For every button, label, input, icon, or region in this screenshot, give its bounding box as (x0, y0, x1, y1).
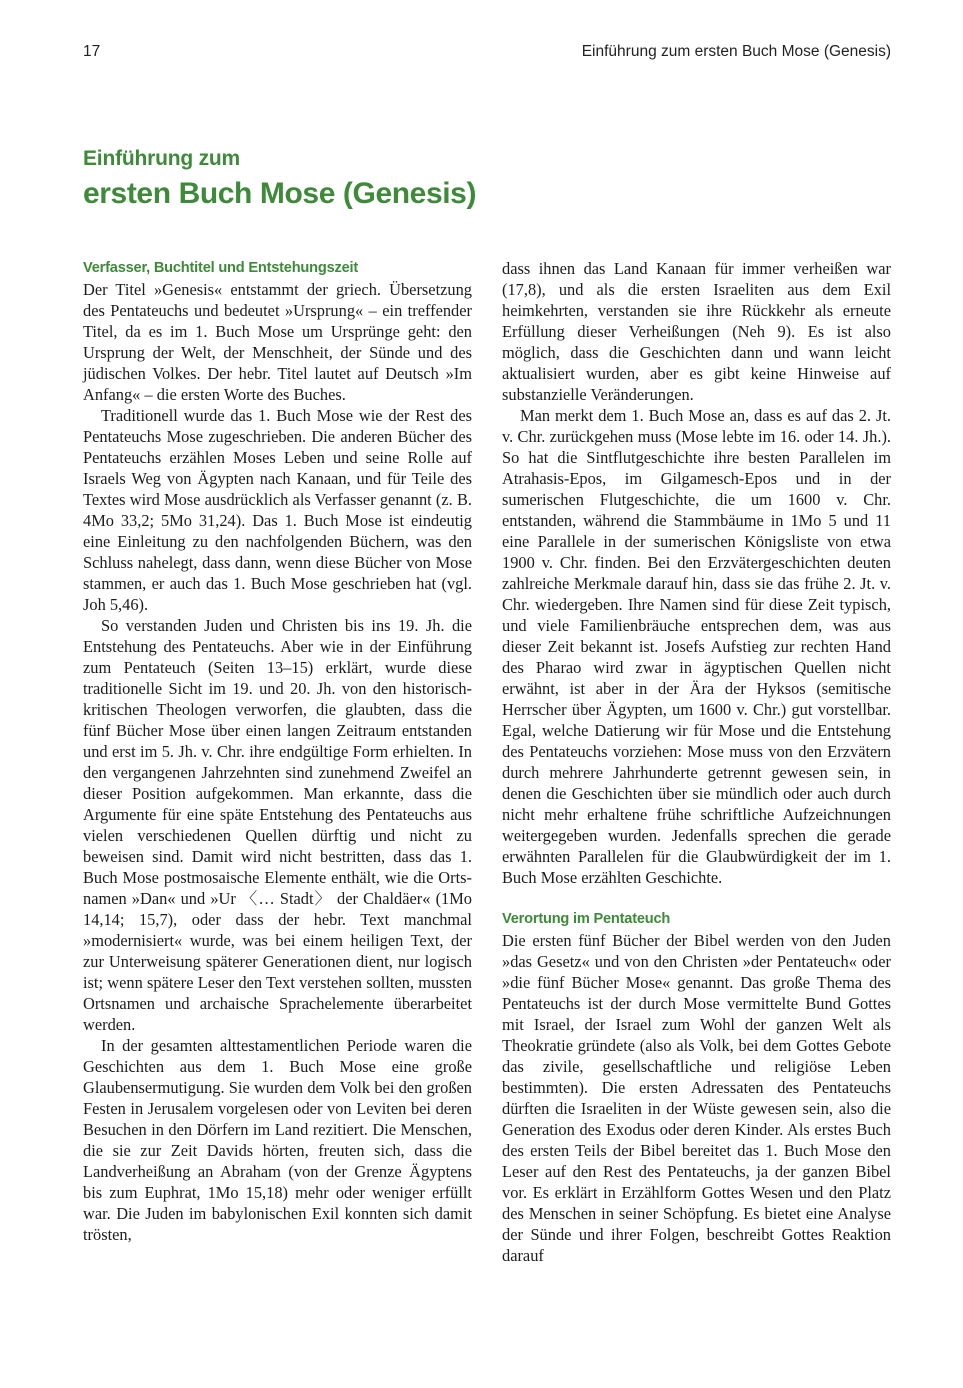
chapter-title-line-1: Einführung zum (83, 147, 241, 170)
body-paragraph: dass ihnen das Land Kanaan für immer verheißen war (17,8), und als die ersten Israeliten aus dem Exil heimkehrten, verstanden sie ihre Rückkehr als erneute Erfüllung dieser Verheißungen (Neh 9). Es ist also möglich, dass die Geschichten dann und wann leicht aktualisiert wurden, aber es gibt keine Hinweise auf substanzielle Veränderungen. (502, 259, 891, 404)
body-paragraph: So verstanden Juden und Christen bis ins 19. Jh. die Entstehung des Pentateuchs. Aber wie in der Einführung zum Pentateuch (Seiten 13–15) erklärt, wurde diese traditionelle Sicht im 19. und 20. Jh. von den historisch-kritischen Theologen verworfen, die glaubten, dass die fünf Bücher Mose über einen langen Zeitraum entstanden und erst im 5. Jh. v. Chr. ihre endgültige Form erhielten. In den vergangenen Jahrzehnten sind zunehmend Zweifel an dieser Position aufgekommen. Man erkannte, dass die Argumente für eine späte Entstehung des Pentateuchs aus vielen verschiedenen Quellen dürftig und nicht zu beweisen sind. Damit wird nicht bestritten, dass das 1. Buch Mose postmosaische Elemente enthält, wie die Ortsnamen »Dan« und »Ur 〈… Stadt〉 der Chaldäer« (1Mo 14,14; 15,7), oder dass der hebr. Text manchmal »modernisiert« wurde, was bei einem heiligen Text, der zur Unterweisung späterer Generationen dient, nur logisch ist; wenn spätere Leser den Text verstehen sollten, mussten Ortsnamen und archaische Sprachelemente überarbeitet werden. (83, 616, 472, 1034)
page-number: 17 (83, 43, 101, 60)
left-column (83, 258, 472, 1245)
body-paragraph: In der gesamten alttestamentlichen Periode waren die Geschichten aus dem 1. Buch Mose eine große Glaubensermutigung. Sie wurden dem Volk bei den großen Festen in Jerusalem vorgelesen oder von Leviten bei deren Besuchen in den Dörfern im Land rezitiert. Die Menschen, die sie zur Zeit Davids hörten, freuten sich, dass die Landverheißung an Abraham (von der Grenze Ägyptens bis zum Euphrat, 1Mo 15,18) mehr oder weniger erfüllt war. Die Juden im babylonischen Exil konnten sich damit trösten, (83, 1036, 472, 1244)
running-head: Einführung zum ersten Buch Mose (Genesis) (581, 43, 891, 60)
body-paragraph: Der Titel »Genesis« entstammt der griech. Übersetzung des Pentateuchs und bedeutet »Ursprung« – ein treffender Titel, da es im 1. Buch Mose um Ursprünge geht: den Ursprung der Welt, der Menschheit, der Sünde und des jüdischen Volkes. Der hebr. Titel lautet auf Deutsch »Im Anfang« – die ersten Worte des Buches. (83, 280, 472, 404)
section-heading-authorship: Verfasser, Buchtitel und Entstehungszeit (83, 260, 359, 276)
section-gap (502, 888, 891, 909)
section-heading-pentateuch: Verortung im Pentateuch (502, 911, 671, 927)
page-header (83, 43, 891, 65)
right-column (502, 258, 891, 1266)
body-paragraph: Man merkt dem 1. Buch Mose an, dass es auf das 2. Jt. v. Chr. zurückgehen muss (Mose lebte im 16. oder 14. Jh.). So hat die Sintflutgeschichte ihre besten Parallelen im Atrahasis-Epos, im Gilgamesch-Epos und in der sumerischen Flutgeschichte, die um 1600 v. Chr. entstanden, während die Stammbäume in 1Mo 5 und 11 eine Parallele in der sumerischen Königsliste von etwa 1900 v. Chr. finden. Bei den Erzvätergeschichten deuten zahlreiche Merkmale darauf hin, dass sie das frühe 2. Jt. v. Chr. wiedergeben. Ihre Namen sind für diese Zeit typisch, und viele Familienbräuche entsprechen dem, was aus dieser Zeit bekannt ist. Josefs Aufstieg zur rechten Hand des Pharao wird zwar in ägyptischen Quellen nicht erwähnt, ist aber in der Ära der Hyksos (semitische Herrscher über Ägypten, um 1600 v. Chr.) gut vorstellbar. Egal, welche Datierung wir für Mose und die Entstehung des Pentateuchs vorziehen: Mose muss von den Erzvätern durch mehrere Jahrhunderte getrennt gewesen sein, in denen die Geschichten über sie mündlich oder auch durch nicht mehr erhaltene frühe schriftliche Aufzeichnungen weitergegeben wurden. Jedenfalls sprechen die gerade erwähnten Parallelen für die Glaubwürdigkeit der im 1. Buch Mose erzählten Geschichte. (502, 406, 891, 887)
body-paragraph: Die ersten fünf Bücher der Bibel werden von den Juden »das Gesetz« und von den Christen »der Pentateuch« oder »die fünf Bücher Mose« genannt. Das große Thema des Pentateuchs ist der durch Mose vermittelte Bund Gottes mit Israel, der Israel zum Wohl der ganzen Welt als Theokratie gründete (also als Volk, bei dem Gottes Gebote das zivile, gesellschaftliche und religiöse Leben bestimmten). Die ersten Adressaten des Pentateuchs dürften die Israeliten in der Wüste gewesen sein, also die Generation des Exodus oder deren Kinder. Als erstes Buch des ersten Teils der Bibel bereitet das 1. Buch Mose den Leser auf den Rest des Pentateuchs, ja der ganzen Bibel vor. Es erklärt in Erzählform Gottes Wesen und den Platz des Menschen in seiner Schöpfung. Es bietet eine Analyse der Sünde und ihrer Folgen, beschreibt Gottes Reaktion darauf (502, 931, 891, 1265)
chapter-title-line-2: ersten Buch Mose (Genesis) (83, 177, 477, 210)
body-paragraph: Traditionell wurde das 1. Buch Mose wie der Rest des Pentateuchs Mose zugeschrieben. Die anderen Bücher des Pentateuchs erzählen Moses Leben und seine Rolle auf Israels Weg von Ägypten nach Kanaan, und für Teile des Textes wird Mose ausdrücklich als Verfasser genannt (z. B. 4Mo 33,2; 5Mo 31,24). Das 1. Buch Mose ist eindeutig eine Einleitung zu den nachfolgenden Büchern, was den Schluss nahelegt, dass dann, wenn diese Bücher von Mose stammen, er auch das 1. Buch Mose geschrieben hat (vgl. Joh 5,46). (83, 406, 472, 614)
